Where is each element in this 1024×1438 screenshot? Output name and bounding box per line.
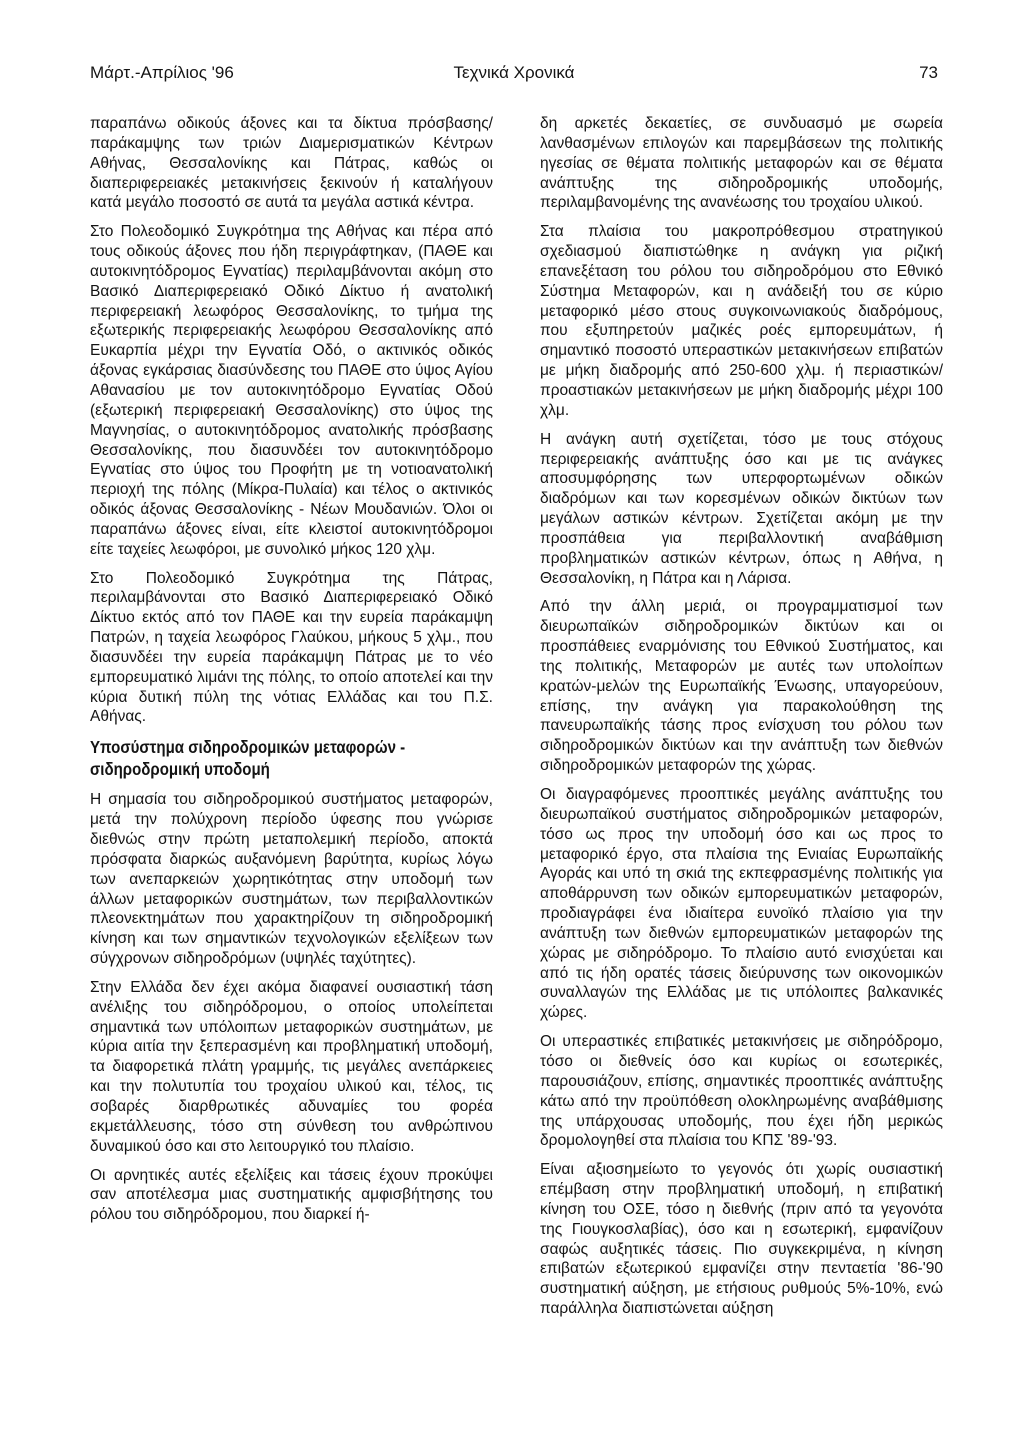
paragraph: Στα πλαίσια του μακροπρόθεσμου στρατηγικού σχεδιασμού διαπιστώθηκε η ανάγκη για ριζική επανεξέταση του ρόλου του σιδηροδρόμου στο Εθνικό Σύστημα Μεταφορών, και η ανάδειξή του σε κύριο μεταφορικό μέσο στους συγκοινωνιακούς διαδρόμους, που εξυπηρετούν μαζικές ροές εμπορευμάτων, ή σημαντικό ποσοστό υπεραστικών μετακινήσεων επιβατών με μήκη διαδρομής από 250-600 χλμ. ή περιαστικών/προαστιακών μετακινήσεων με μήκη διαδρομής μέχρι 100 χλμ. bbox=[540, 223, 943, 419]
paragraph: Οι υπεραστικές επιβατικές μετακινήσεις με σιδηρόδρομο, τόσο οι διεθνείς όσο και κυρίως οι εσωτερικές, παρουσιάζουν, επίσης, σημαντικές προοπτικές ανάπτυξης κάτω από την προϋπόθεση ολοκληρωμένης αναβάθμισης της υπάρχουσας υποδομής, που έχει ήδη μερικώς δρομολογηθεί στα πλαίσια του ΚΠΣ '89-'93. bbox=[540, 1033, 943, 1150]
paragraph: Στην Ελλάδα δεν έχει ακόμα διαφανεί ουσιαστική τάση ανέλιξης του σιδηρόδρομου, ο οποίος υπολείπεται σημαντικά των υπόλοιπων μεταφορικών συστημάτων, με κύρια αιτία την ξεπερασμένη και προβληματική υποδομή, τα διαφορετικά πλάτη γραμμής, τις μεγάλες ανεπάρκειες και την πολυτυπία του τροχαίου υλικού και, τέλος, τις σοβαρές διαρθρωτικές αδυναμίες του φορέα εκμετάλλευσης, τόσο στη σύνθεση του ανθρώπινου δυναμικού όσο και στο λειτουργικό του πλαίσιο. bbox=[90, 978, 493, 1155]
paragraph: Η ανάγκη αυτή σχετίζεται, τόσο με τους στόχους περιφερειακής ανάπτυξης όσο και με τις ανάγκες αποσυμφόρησης των υπερφορτωμένων οδικών διαδρόμων και των κορεσμένων οδικών δικτύων των μεγάλων αστικών κέντρων. Σχετίζεται ακόμη με την προσπάθεια για περιβαλλοντική αναβάθμιση προβληματικών αστικών κέντρων, όπως η Αθήνα, η Θεσσαλονίκη, η Πάτρα και η Λάρισα. bbox=[540, 430, 943, 587]
paragraph: Οι διαγραφόμενες προοπτικές μεγάλης ανάπτυξης του διευρωπαϊκού συστήματος σιδηροδρομικών μεταφορών, τόσο ως προς την υποδομή όσο και ως προς το μεταφορικό έργο, στα πλαίσια της Ενιαίας Ευρωπαϊκής Αγοράς και υπό τη σκιά της εκπεφρασμένης πολιτικής για αποθάρρυνση των οδικών εμπορευματικών μεταφορών, προδιαγράφει ένα ιδιαίτερα ευνοϊκό πλαίσιο για την ανάπτυξη των διεθνών εμπορευματικών μεταφορών της χώρας με σιδηρόδρομο. Το πλαίσιο αυτό ενισχύεται και από τις ήδη ορατές τάσεις διεύρυνσης των οικονομικών συναλλαγών της Ελλάδας με τις υπόλοιπες βαλκανικές χώρες. bbox=[540, 786, 943, 1022]
left-column bbox=[90, 114, 493, 1234]
issue-date: Μάρτ.-Απρίλιος '96 bbox=[90, 63, 234, 82]
paragraph: Η σημασία του σιδηροδρομικού συστήματος μεταφορών, μετά την πολύχρονη περίοδο ύφεσης που γνώρισε διεθνώς στην πρώτη μεταπολεμική περίοδο, αποκτά πρόσφατα διαρκώς αυξανόμενη βαρύτητα, κυρίως λόγω των ανεπαρκειών χωρητικότητας στην υποδομή των άλλων μεταφορικών συστημάτων, των περιβαλλοντικών πλεονεκτημάτων που χαρακτηρίζουν τη σιδηροδρομική κίνηση και των σημαντικών τεχνολογικών εξελίξεων των σύγχρονων σιδηροδρόμων (υψηλές ταχύτητες). bbox=[90, 791, 493, 968]
paragraph: Στο Πολεοδομικό Συγκρότημα της Πάτρας, περιλαμβάνονται στο Βασικό Διαπεριφερειακό Οδικό Δίκτυο εκτός από τον ΠΑΘΕ και την ευρεία παράκαμψη Πατρών, η ταχεία λεωφόρος Γλαύκου, μήκους 5 χλμ., που διασυνδέει την ευρεία παράκαμψη Πάτρας με το νέο εμπορευματικό λιμάνι της πόλης, το οποίο αποτελεί και την κύρια δυτική πύλη της νότιας Ελλάδας και του Π.Σ. Αθήνας. bbox=[90, 569, 493, 726]
paragraph: παραπάνω οδικούς άξονες και τα δίκτυα πρόσβασης/παράκαμψης των τριών Διαμερισματικών Κέντρων Αθήνας, Θεσσαλονίκης και Πάτρας, καθώς οι διαπεριφερειακές μετακινήσεις ξεκινούν ή καταλήγουν κατά μεγάλο ποσοστό σε αυτά τα μεγάλα αστικά κέντρα. bbox=[90, 115, 493, 212]
paragraph: δη αρκετές δεκαετίες, σε συνδυασμό με σωρεία λανθασμένων επιλογών και παρεμβάσεων της πολιτικής ηγεσίας σε θέματα πολιτικής μεταφορών και σε θέματα ανάπτυξης της σιδηροδρομικής υποδομής, περιλαμβανομένης της ανανέωσης του τροχαίου υλικού. bbox=[540, 115, 943, 212]
paragraph: Είναι αξιοσημείωτο το γεγονός ότι χωρίς ουσιαστική επέμβαση στην προβληματική υποδομή, η επιβατική κίνηση του ΟΣΕ, τόσο η διεθνής (πριν από τα γεγονότα της Γιουγκοσλαβίας), όσο και η εσωτερική, εμφανίζουν σαφώς αυξητικές τάσεις. Πιο συγκεκριμένα, η κίνηση επιβατών εξωτερικού εμφανίζει στην πενταετία '86-'90 συστηματική αύξηση, με ετήσιους ρυθμούς 5%-10%, ενώ παράλληλα διαπιστώνεται αύξηση bbox=[540, 1161, 943, 1318]
paragraph: Στο Πολεοδομικό Συγκρότημα της Αθήνας και πέρα από τους οδικούς άξονες που ήδη περιγράφτηκαν, (ΠΑΘΕ και αυτοκινητόδρομος Εγνατίας) περιλαμβάνονται ακόμη στο Βασικό Διαπεριφερειακό Οδικό Δίκτυο ή ανατολική περιφερειακή λεωφόρος Θεσσαλονίκης, το τμήμα της εξωτερικής περιφερειακής λεωφόρου Θεσσαλονίκης από Ευκαρπία μέχρι την Εγνατία Οδό, ο ακτινικός οδικός άξονας εγκάρσιας διασύνδεσης του ΠΑΘΕ στο ύψος Αγίου Αθανασίου με τον αυτοκινητόδρομο Εγνατίας Οδού (εξωτερική περιφερειακή Θεσσαλονίκης) στο ύψος της Μαγνησίας, ο αυτοκινητόδρομος ανατολικής πρόσβασης Θεσσαλονίκης, που διασυνδέει τον αυτοκινητόδρομο Εγνατίας στο ύψος του Προφήτη με τη νοτιοανατολική περιοχή της πόλης (Μίκρα-Πυλαία) και τέλος ο ακτινικός οδικός άξονας Θεσσαλονίκης - Νέων Μουδανιών. Όλοι οι παραπάνω άξονες είναι, είτε κλειστοί αυτοκινητόδρομοι είτε ταχείες λεωφόροι, με συνολικό μήκος 120 χλμ. bbox=[90, 223, 493, 558]
paragraph: Οι αρνητικές αυτές εξελίξεις και τάσεις έχουν προκύψει σαν αποτέλεσμα μιας συστηματικής αμφισβήτησης του ρόλου του σιδηρόδρομου, που διαρκεί ή- bbox=[90, 1166, 493, 1224]
section-heading: Υποσύστημα σιδηροδρομικών μεταφορών - σιδηροδρομική υποδομή bbox=[90, 737, 406, 780]
right-column bbox=[540, 114, 943, 1328]
journal-title: Τεχνικά Χρονικά bbox=[453, 63, 575, 82]
paragraph: Από την άλλη μεριά, οι προγραμματισμοί των διευρωπαϊκών σιδηροδρομικών δικτύων και οι προσπάθειες εναρμόνισης του Εθνικού Συστήματος, και της πολιτικής, Μεταφορών με αυτές των υπολοίπων κρατών-μελών της Ευρωπαϊκής Ένωσης, υπαγορεύουν, επίσης, την ανάγκη για παρακολούθηση της πανευρωπαϊκής τάσης προς ενίσχυση του ρόλου των σιδηροδρομικών δικτύων και την ανάπτυξη των διεθνών σιδηροδρομικών μεταφορών της χώρας. bbox=[540, 598, 943, 775]
page-number: 73 bbox=[919, 63, 938, 82]
running-head bbox=[90, 62, 938, 84]
